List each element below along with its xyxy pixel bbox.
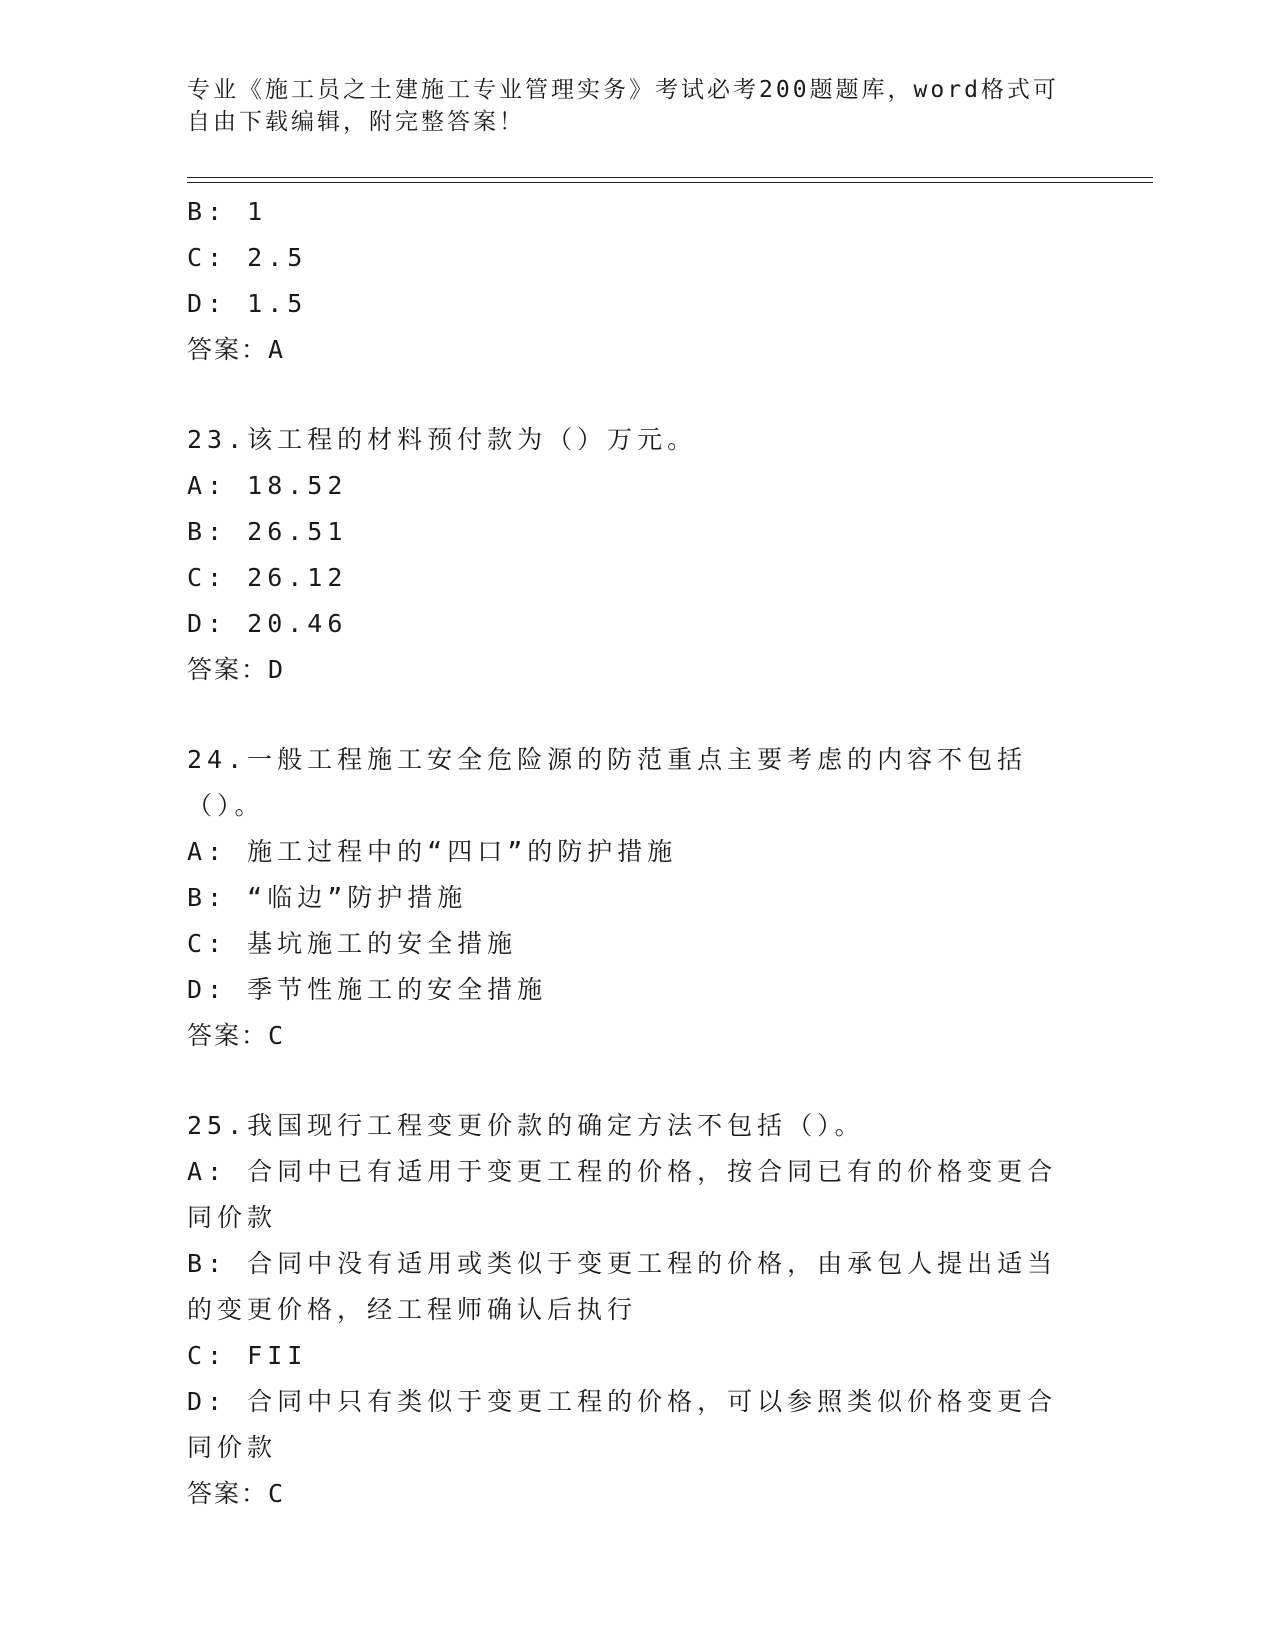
option-a: A: 合同中已有适用于变更工程的价格，按合同已有的价格变更合同价款 (187, 1157, 1058, 1232)
option-b: B: “临边”防护措施 (187, 883, 468, 912)
answer-line (187, 647, 1087, 693)
option-d: D: 季节性施工的安全措施 (187, 975, 548, 1004)
answer-label: 答案： (187, 335, 269, 364)
option-c: C: 26.12 (187, 563, 348, 592)
option-b: B: 26.51 (187, 517, 348, 546)
option-c: C: FII (187, 1341, 308, 1370)
header-divider-top (187, 177, 1153, 178)
answer-line (187, 327, 1087, 373)
option-d: D: 合同中只有类似于变更工程的价格，可以参照类似价格变更合同价款 (187, 1387, 1058, 1462)
option-b: B: 合同中没有适用或类似于变更工程的价格，由承包人提出适当的变更价格，经工程师确认后执行 (187, 1249, 1058, 1324)
answer-label: 答案： (187, 1479, 269, 1508)
option-d: D: 1.5 (187, 289, 308, 318)
document-header (187, 74, 1067, 138)
option-a: A: 施工过程中的“四口”的防护措施 (187, 837, 678, 866)
question-text: 24.一般工程施工安全危险源的防范重点主要考虑的内容不包括（）。 (187, 745, 1028, 820)
question-text: 23.该工程的材料预付款为（）万元。 (187, 425, 698, 454)
option-c: C: 基坑施工的安全措施 (187, 929, 518, 958)
answer-line (187, 1013, 1087, 1059)
option-b: B: 1 (187, 197, 268, 226)
answer-value: C (268, 1021, 286, 1050)
answer-label: 答案： (187, 655, 269, 684)
answer-line (187, 1471, 1087, 1517)
question-text: 25.我国现行工程变更价款的确定方法不包括（）。 (187, 1111, 865, 1140)
option-c: C: 2.5 (187, 243, 308, 272)
header-divider-bottom (187, 182, 1153, 183)
question-block (187, 1103, 1087, 1517)
question-block (187, 737, 1087, 1059)
question-block (187, 417, 1087, 693)
option-a: A: 18.52 (187, 471, 348, 500)
header-title: 专业《施工员之土建施工专业管理实务》考试必考200题题库，word格式可自由下载编辑，附完整答案！ (187, 77, 1059, 135)
answer-value: A (268, 335, 286, 364)
option-d: D: 20.46 (187, 609, 348, 638)
answer-value: D (268, 655, 286, 684)
answer-value: C (268, 1479, 286, 1508)
question-list (187, 189, 1087, 1517)
question-block (187, 189, 1087, 373)
answer-label: 答案： (187, 1021, 269, 1050)
